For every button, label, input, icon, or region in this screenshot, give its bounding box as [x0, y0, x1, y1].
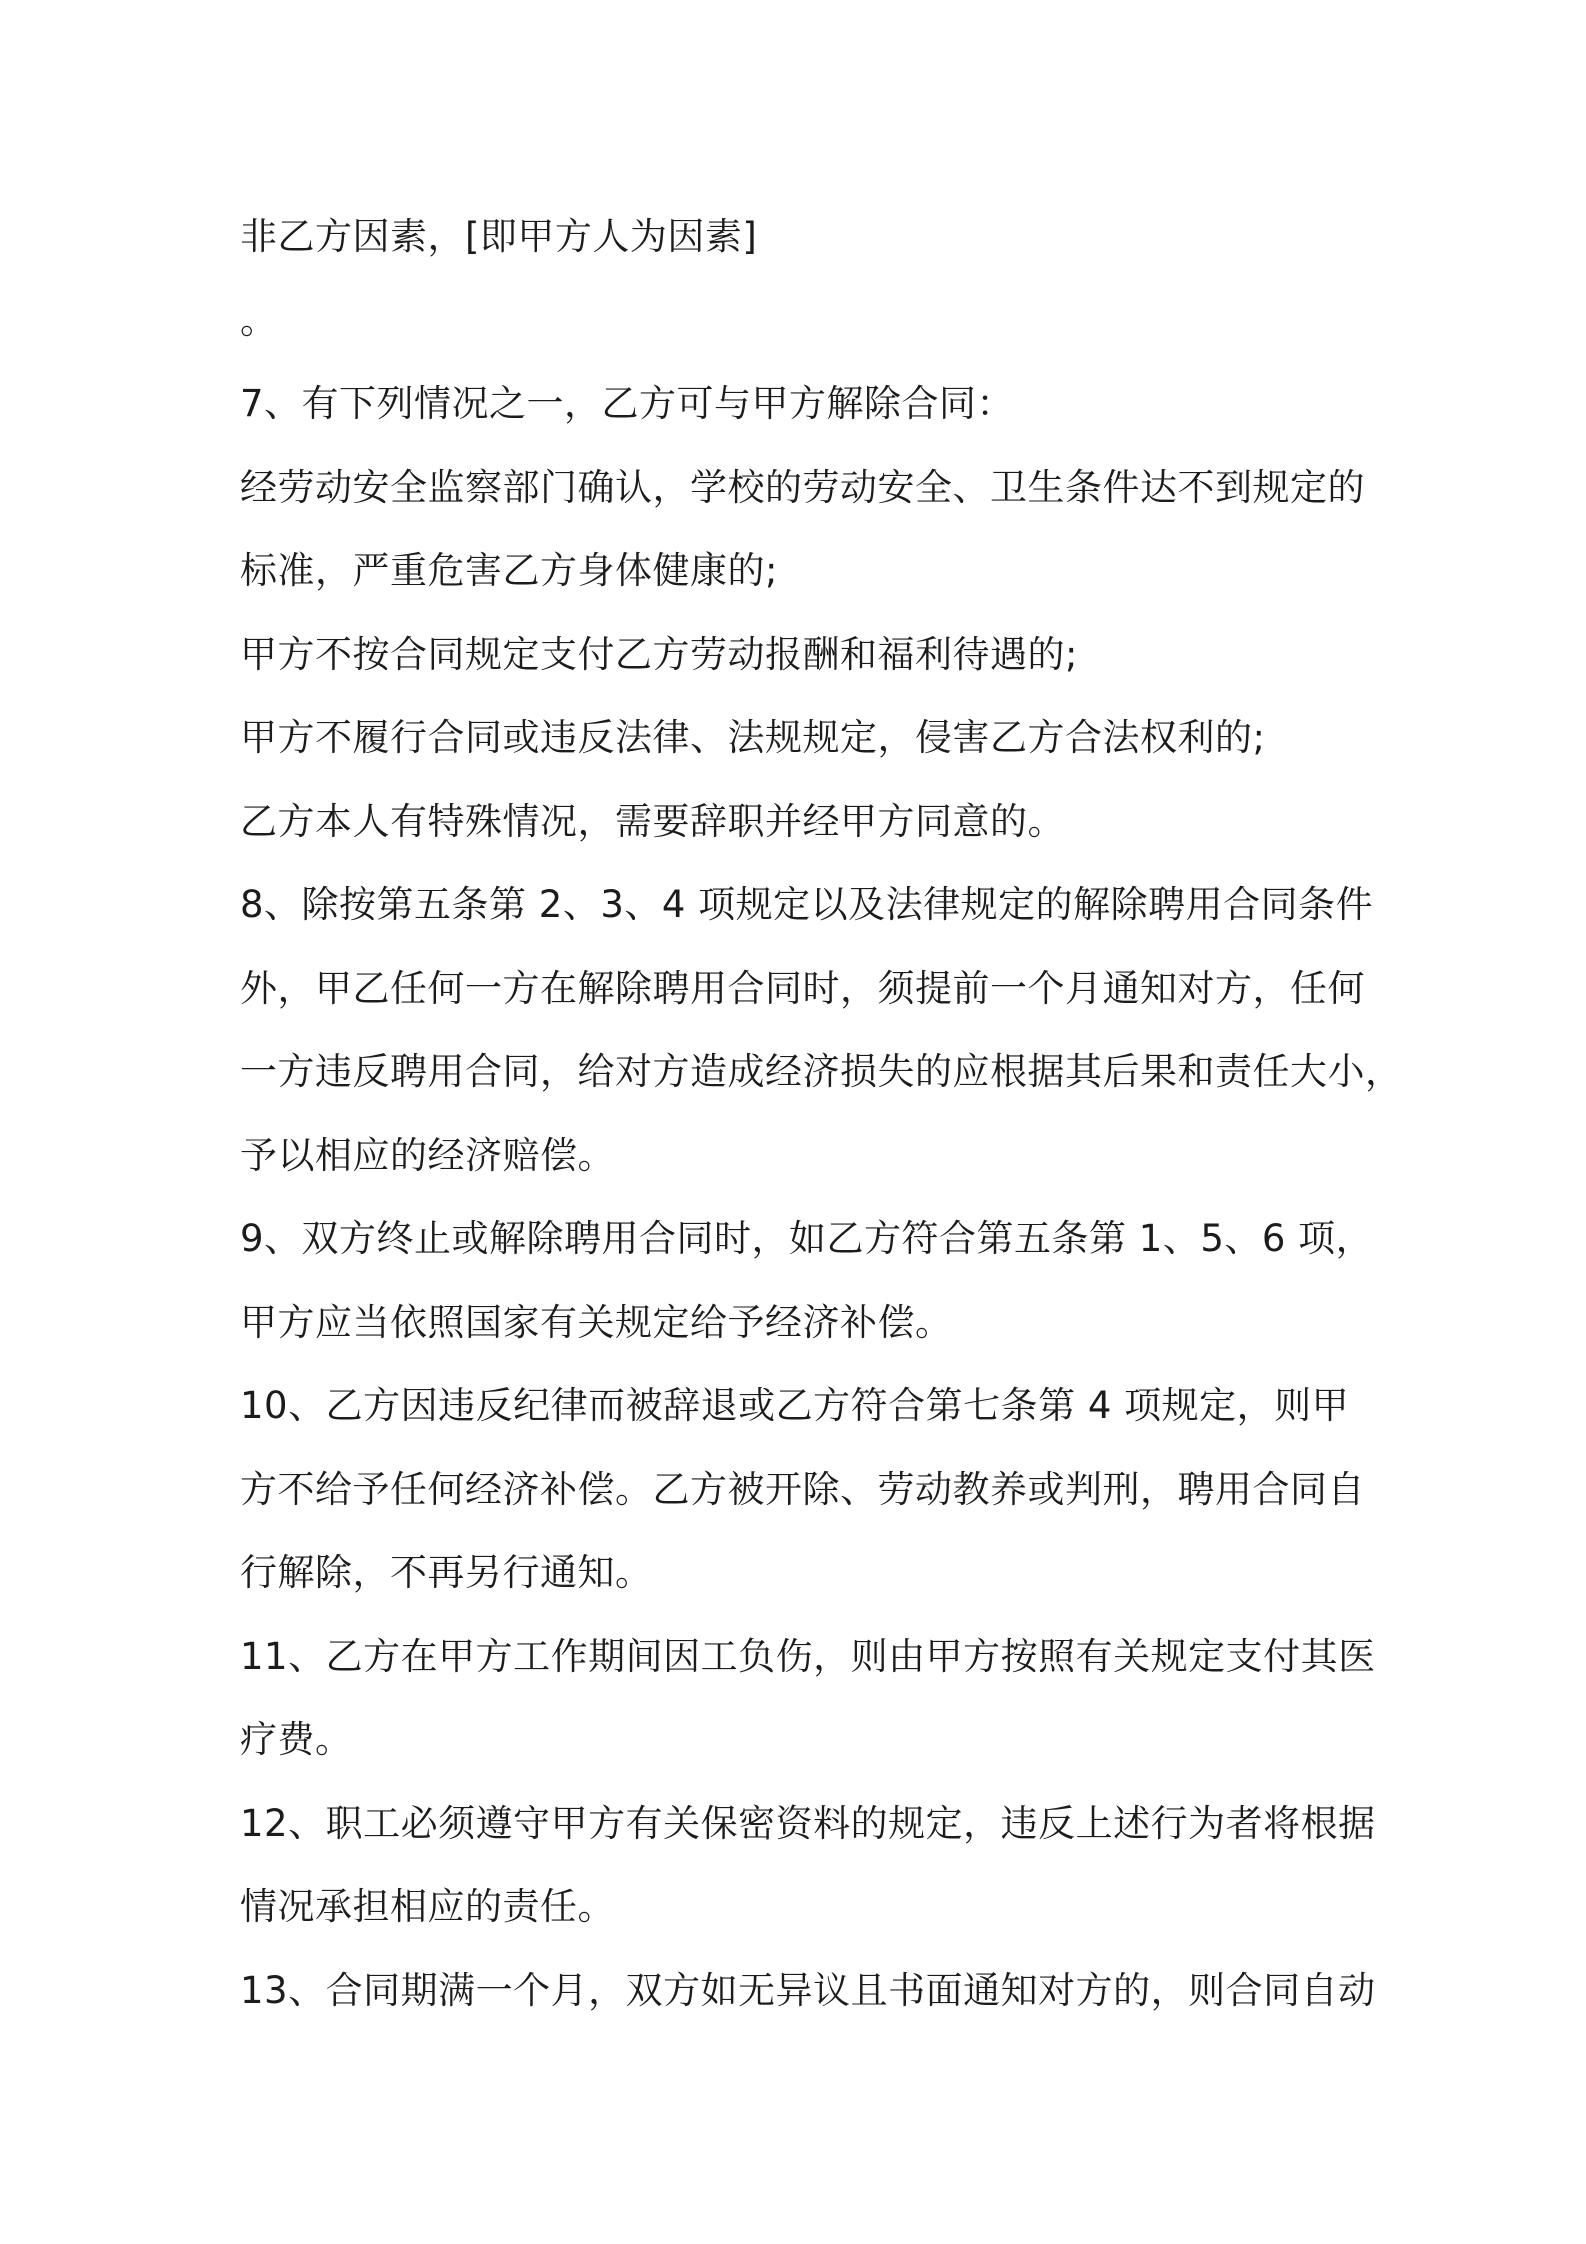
text-line: 经劳动安全监察部门确认，学校的劳动安全、卫生条件达不到规定的 [240, 465, 1365, 509]
text-line: 乙方本人有特殊情况，需要辞职并经甲方同意的。 [240, 799, 1065, 843]
text-line: 非乙方因素，[即甲方人为因素] [240, 215, 758, 258]
text-line: 7、有下列情况之一，乙方可与甲方解除合同： [240, 382, 1015, 425]
text-line: 甲方应当依照国家有关规定给予经济补偿。 [240, 1300, 953, 1344]
text-line: 10、乙方因违反纪律而被辞退或乙方符合第七条第 4 项规定，则甲 [240, 1384, 1350, 1427]
text-line: 予以相应的经济赔偿。 [240, 1133, 615, 1177]
text-line: 行解除，不再另行通知。 [240, 1551, 653, 1594]
document-body [240, 195, 1403, 2032]
text-line: 9、双方终止或解除聘用合同时，如乙方符合第五条第 1、5、6 项， [240, 1217, 1374, 1260]
text-line: 标准，严重危害乙方身体健康的; [240, 549, 778, 592]
text-line: 甲方不按合同规定支付乙方劳动报酬和福利待遇的; [240, 632, 1078, 676]
text-line: 12、职工必须遵守甲方有关保密资料的规定，违反上述行为者将根据 [240, 1801, 1376, 1845]
text-line: 甲方不履行合同或违反法律、法规规定，侵害乙方合法权利的; [240, 716, 1266, 759]
text-line: 情况承担相应的责任。 [240, 1885, 615, 1928]
text-line: 疗费。 [240, 1718, 353, 1761]
text-line: 13、合同期满一个月，双方如无异议且书面通知对方的，则合同自动 [240, 1968, 1376, 2012]
text-line: 。 [240, 298, 278, 342]
text-line: 外，甲乙任何一方在解除聘用合同时，须提前一个月通知对方，任何 [240, 966, 1365, 1010]
text-line: 8、除按第五条第 2、3、4 项规定以及法律规定的解除聘用合同条件 [240, 883, 1374, 926]
text-line: 一方违反聘用合同，给对方造成经济损失的应根据其后果和责任大小， [240, 1050, 1403, 1093]
text-line: 方不给予任何经济补偿。乙方被开除、劳动教养或判刑，聘用合同自 [240, 1467, 1365, 1511]
text-line: 11、乙方在甲方工作期间因工负伤，则由甲方按照有关规定支付其医 [240, 1634, 1376, 1678]
